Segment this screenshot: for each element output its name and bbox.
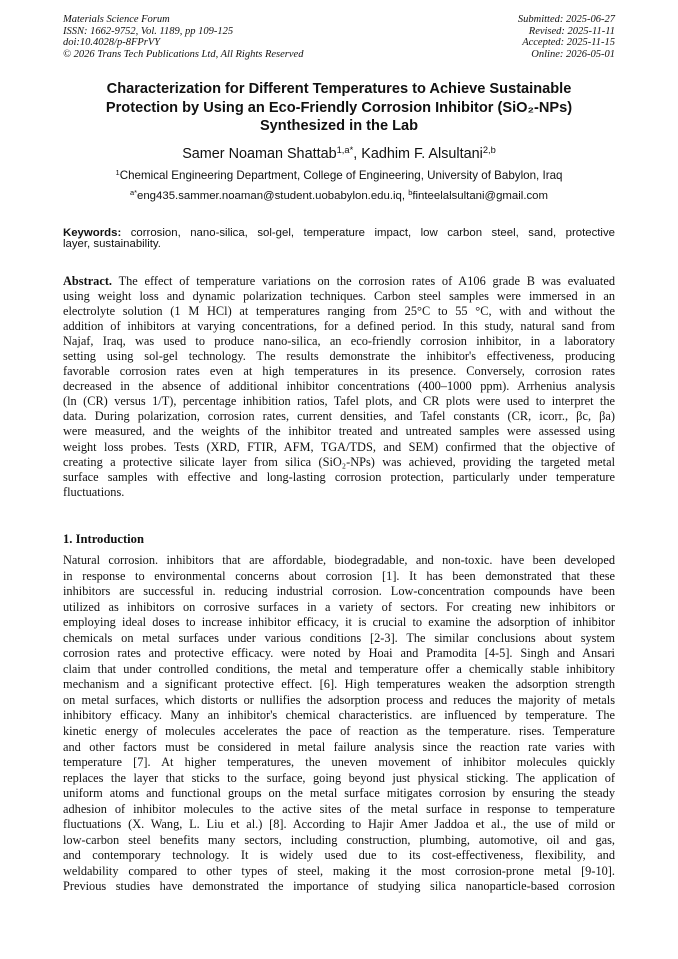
body-line: fluctuations (X. Wang, L. Liu et al.) [8]. According to Hajir Amer Jaddoa et al., the use of mild or: [63, 817, 615, 832]
abstract-line: [63, 274, 615, 289]
title-line: Characterization for Different Temperatures to Achieve Sustainable: [106, 81, 572, 97]
email-mark: b: [408, 187, 413, 197]
author-separator: ,: [353, 146, 362, 162]
body-line: weldability compared to other types of steel, making it the most corrosion-prone metal [9-10].: [63, 863, 615, 878]
body-line: uniform atoms and functional groups on the metal surface mitigates corrosion by ensuring the steady: [63, 786, 615, 801]
body-line: chemicals on metal surfaces under various conditions [2-3]. The similar conclusions about system: [63, 630, 615, 645]
body-line: employing ideal doses to increase inhibitor efficacy, it is crucial to examine the adsorption of inhibitor: [63, 615, 615, 630]
body-line: temperature [7]. At higher temperatures, the uneven movement of inhibitor molecules quickly: [63, 755, 615, 770]
body-line: Natural corrosion. inhibitors that are affordable, biodegradable, and non-toxic. have been developed: [63, 553, 615, 567]
online-date: Online: 2026-05-01: [531, 48, 615, 60]
abstract-line: favorable corrosion rates even at high temperatures in its presence. Conversely, corrosion rates: [63, 364, 615, 379]
abstract-line: setting using sol-gel technology. The results demonstrate the inhibitor's effectiveness, producing: [63, 349, 615, 364]
affiliation: [63, 169, 615, 182]
body-line: on metal surfaces, which distorts or nullifies the adsorption process and reduces the majority of metals: [63, 692, 615, 707]
abstract-line: using weight loss and dynamic polarization techniques. Carbon steel samples were immersed in an: [63, 289, 615, 304]
revised-date: Revised: 2025-11-11: [528, 25, 615, 37]
author-emails: [63, 187, 615, 202]
author-affiliation-mark: 1,a*: [336, 144, 354, 155]
accepted-date: Accepted: 2025-11-15: [522, 37, 615, 49]
author-name: Samer Noaman Shattab: [182, 146, 337, 162]
dates-header: [518, 14, 615, 60]
issn-line: ISSN: 1662-9752, Vol. 1189, pp 109-125: [63, 25, 234, 37]
abstract-line: were measured, and the weights of the inhibitor treated and untreated samples were assessed using: [63, 424, 615, 439]
body-line: inhibitory efficacy. Many an inhibitor's chemical characteristics. are influenced by temperature. The: [63, 708, 615, 723]
abstract-line: surface samples with effective and long-lasting corrosion protection, particularly under temperature: [63, 469, 615, 484]
abstract-line: fluctuations.: [63, 484, 125, 499]
affiliation-text: Chemical Engineering Department, College of Engineering, University of Babylon, Iraq: [119, 169, 563, 182]
keywords-text: corrosion, nano-silica, sol-gel, temperature impact, low carbon steel, sand, protective: [121, 227, 615, 239]
email-address: eng435.sammer.noaman@student.uobabylon.edu.iq,: [137, 190, 409, 202]
abstract-block: [63, 274, 615, 500]
title-line: Synthesized in the Lab: [259, 118, 419, 134]
body-line: utilized as inhibitors on corrosive surfaces in a variety of sectors. For creating new inhibitors or: [63, 599, 615, 614]
abstract-line: (ln (CR) versus 1/T), percentage inhibition ratios, Tafel plots, and CR plots were used to interpret the: [63, 394, 615, 409]
abstract-text: The effect of temperature variations on the corrosion rates of A106 grade B was evaluated: [112, 274, 615, 288]
section-heading-introduction: 1. Introduction: [63, 532, 144, 546]
body-line: adhesion of inhibitor molecules to the active sites of the metal surface in response to temperature: [63, 801, 615, 816]
body-line: kinetic energy of molecules accelerates the pace of reaction as the temperature. rises. Temperature: [63, 724, 615, 739]
abstract-line: decreased in the absence of additional inhibitor concentrations (400–1000 ppm). Arrhenius analysis: [63, 379, 615, 394]
keywords-line: [63, 226, 615, 237]
keywords-label: Keywords:: [63, 227, 122, 239]
author-name: Kadhim F. Alsultani: [361, 146, 483, 162]
journal-header: [63, 14, 303, 60]
abstract-line: data. During polarization, corrosion rates, current densities, and Tafel constants (CR, icorr., βc, βa): [63, 409, 615, 424]
introduction-body: [63, 553, 615, 895]
body-line: Previous studies have demonstrated the importance of studying silica nanoparticle-based corrosion: [63, 879, 615, 894]
body-line: in response to environmental concerns about corrosion [1]. It has been demonstrated that these: [63, 568, 615, 583]
body-line: mechanism and a significant protective effect. [6]. High temperatures weaken the adsorption strength: [63, 677, 615, 692]
submitted-date: Submitted: 2025-06-27: [517, 14, 615, 25]
doi-line: doi:10.4028/p-8FPrVY: [63, 37, 161, 49]
abstract-line: electrolyte solution (1 M HCl) at temperatures ranging from 25°C to 55 °C, with and without the: [63, 304, 615, 319]
abstract-label: Abstract.: [63, 274, 113, 288]
abstract-line: Najaf, Iraq, was used to produce nano-silica, an eco-friendly corrosion inhibitor, in a laboratory: [63, 334, 615, 349]
author-list: [63, 146, 615, 162]
copyright-line: © 2026 Trans Tech Publications Ltd, All Rights Reserved: [63, 48, 304, 60]
keywords-block: [63, 226, 615, 252]
email-mark: a*: [130, 187, 138, 197]
body-line: and contemporary technology. It is widely used due to its cost-effectiveness, flexibility, and: [63, 848, 615, 863]
body-line: corrosion rates and protective efficacy. were noted by Hoai and Pramodita [4-5]. Singh and Ansari: [63, 646, 615, 661]
abstract-line: creating a protective silicate layer from silica (SiO₂-NPs) was achieved, providing the targeted metal: [63, 454, 615, 469]
body-line: claim that under controlled conditions, the metal and temperature offer a chemically stable inhibitory: [63, 661, 615, 676]
keywords-line: layer, sustainability.: [63, 238, 161, 251]
title-line: Protection by Using an Eco-Friendly Corrosion Inhibitor (SiO₂-NPs): [105, 99, 573, 116]
email-address: finteelalsultani@gmail.com: [412, 190, 548, 202]
body-line: replaces the layer that sticks to the surface, going beyond just physical sticking. The application of: [63, 770, 615, 785]
body-line: inhibitors are successful in. reducing industrial corrosion. Low-concentration compounds have been: [63, 584, 615, 599]
abstract-line: weight loss probes. Tests (XRD, FTIR, AFM, TGA/TDS, and SEM) confirmed that the objective of: [63, 439, 615, 454]
abstract-line: addition of inhibitors at varying concentrations, for a defined period. In this study, natural sand from: [63, 319, 615, 334]
body-line: low-carbon steel benefits many sectors, including construction, plumbing, automotive, oil and gas,: [63, 832, 615, 847]
affiliation-mark: 1: [115, 167, 120, 177]
paper-title: [63, 80, 615, 136]
body-line: and other factors must be considered in metal failure analysis since the reaction rate varies with: [63, 739, 615, 754]
author-affiliation-mark: 2,b: [482, 144, 496, 155]
journal-name: Materials Science Forum: [63, 14, 170, 25]
